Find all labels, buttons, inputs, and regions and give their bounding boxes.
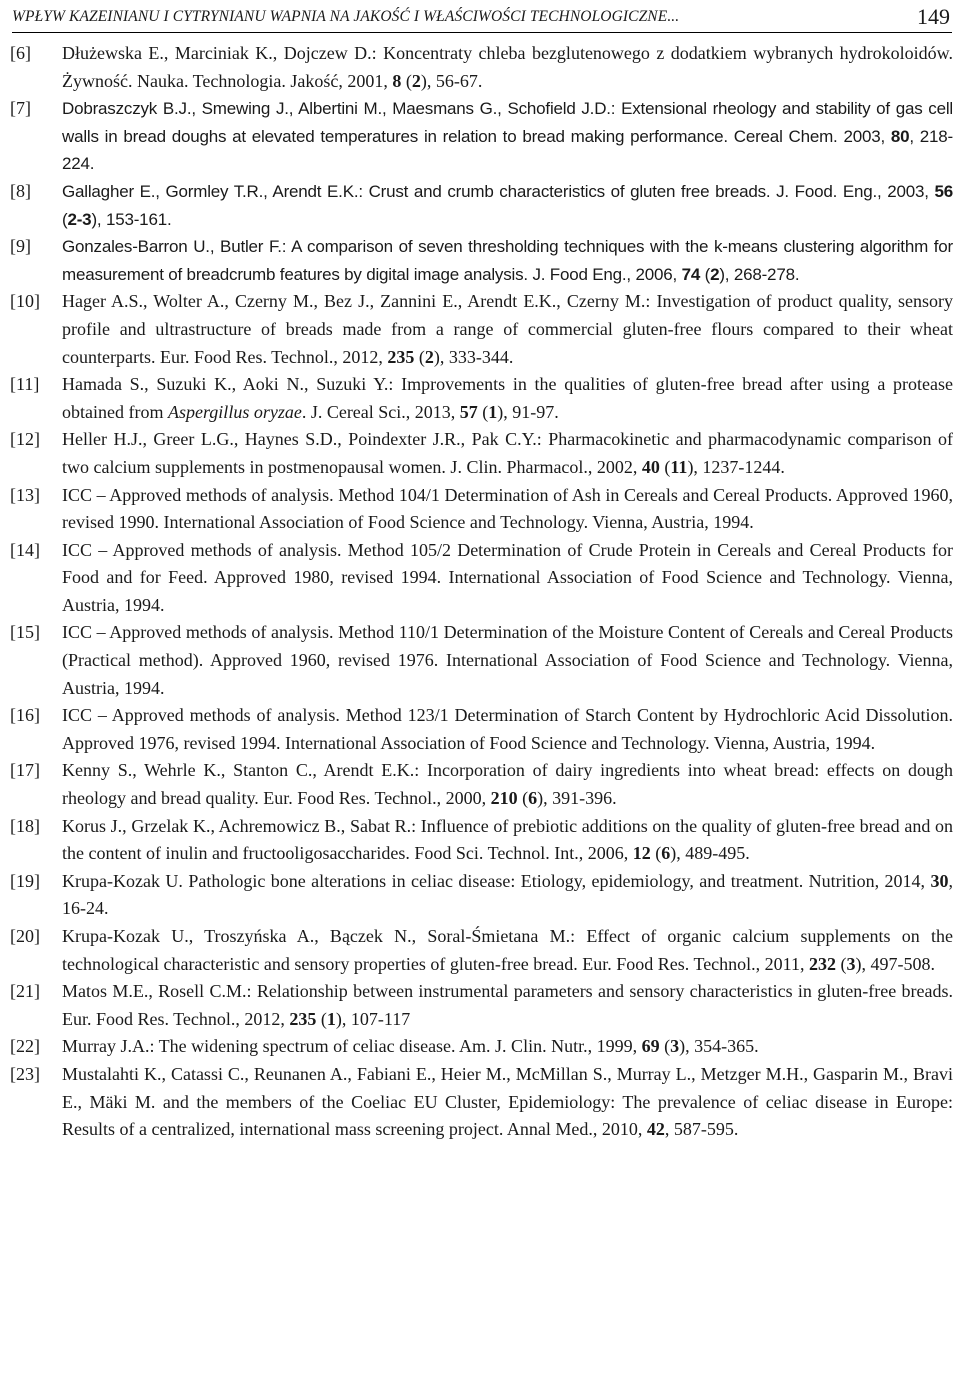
reference-volume: 2	[424, 346, 434, 367]
reference-item	[10, 978, 953, 1033]
reference-volume: 8	[392, 70, 402, 91]
reference-list	[10, 40, 953, 1144]
reference-item	[10, 288, 953, 371]
reference-segment: , 16-24.	[62, 870, 953, 919]
reference-volume: 2-3	[67, 209, 92, 229]
reference-volume: 6	[661, 843, 671, 864]
reference-number: [10]	[10, 291, 40, 312]
reference-segment: (	[650, 843, 662, 864]
reference-number: [13]	[10, 484, 40, 505]
reference-segment: Krupa-Kozak U., Troszyńska A., Bączek N., Soral-Śmietana M.: Effect of organic calcium supplements on the technological characteristic and sensory properties of gluten-free bread. Eur. Food Res. Technol., 2011,	[62, 926, 953, 974]
reference-volume: 210	[490, 788, 518, 809]
reference-item	[10, 868, 953, 923]
reference-segment: Hamada S., Suzuki K., Aoki N., Suzuki Y.: Improvements in the qualities of gluten-free bread after using a protease obtained from	[62, 374, 953, 422]
reference-text	[62, 923, 953, 978]
reference-volume: 69	[641, 1036, 660, 1057]
reference-volume: 232	[809, 953, 836, 974]
reference-text	[62, 288, 953, 371]
reference-segment: (	[700, 264, 711, 284]
reference-text	[62, 371, 953, 426]
reference-segment: ), 1237-1244.	[687, 456, 785, 477]
reference-segment: Murray J.A.: The widening spectrum of celiac disease. Am. J. Clin. Nutr., 1999,	[62, 1036, 642, 1057]
reference-segment: Dobraszczyk B.J., Smewing J., Albertini M., Maesmans G., Schofield J.D.: Extensional rheology and stability of gas cell walls in bread doughs at elevated temperatures in relation to bread making performance. Cereal Chem. 2003,	[62, 99, 953, 146]
reference-item	[10, 757, 953, 812]
reference-segment: ), 497-508.	[855, 953, 935, 974]
reference-segment: ICC – Approved methods of analysis. Method 110/1 Determination of the Moisture Content of Cereals and Cereal Products (Practical method). Approved 1960, revised 1976. International Association of Food Science and Technology. Vienna, Austria, 1994.	[62, 622, 953, 698]
reference-segment: ), 333-344.	[433, 346, 514, 367]
reference-number: [22]	[10, 1036, 40, 1057]
reference-number: [11]	[10, 374, 40, 395]
reference-item	[10, 371, 953, 426]
reference-item	[10, 95, 953, 178]
reference-text	[62, 426, 953, 481]
reference-volume: 1	[488, 401, 498, 422]
reference-item	[10, 1061, 953, 1144]
running-header	[12, 6, 952, 33]
reference-volume: 6	[528, 788, 538, 809]
reference-number: [9]	[10, 236, 31, 257]
reference-segment: (	[316, 1008, 327, 1029]
reference-segment: , 587-595.	[664, 1119, 739, 1140]
reference-volume: 235	[387, 346, 415, 367]
reference-text	[62, 482, 953, 537]
reference-text	[62, 702, 953, 757]
reference-number: [17]	[10, 760, 40, 781]
reference-segment: ), 107-117	[335, 1008, 411, 1029]
reference-segment: ), 268-278.	[719, 264, 800, 284]
reference-text	[62, 178, 953, 233]
reference-segment: ), 354-365.	[679, 1036, 759, 1057]
reference-segment: ), 391-396.	[537, 788, 617, 809]
reference-volume: 12	[632, 843, 651, 864]
reference-number: [12]	[10, 429, 40, 450]
reference-text	[62, 1033, 953, 1061]
reference-volume: 3	[846, 953, 856, 974]
reference-italic: Aspergillus oryzae	[167, 401, 302, 422]
reference-segment: (	[401, 70, 412, 91]
reference-item	[10, 426, 953, 481]
reference-segment: ICC – Approved methods of analysis. Method 123/1 Determination of Starch Content by Hydrochloric Acid Dissolution. Approved 1976, revised 1994. International Association of Food Science and Technology. Vienna, Austria, 1994.	[62, 705, 953, 753]
page-number: 149	[917, 4, 950, 29]
reference-segment: (	[836, 953, 847, 974]
reference-text	[62, 40, 953, 95]
reference-segment: ), 489-495.	[670, 843, 750, 864]
reference-volume: 80	[890, 126, 910, 146]
reference-segment: (	[477, 401, 489, 422]
reference-volume: 40	[641, 456, 660, 477]
reference-item	[10, 537, 953, 620]
reference-segment: Korus J., Grzelak K., Achremowicz B., Sabat R.: Influence of prebiotic additions on the quality of gluten-free bread and on the content of inulin and fructooligosaccharides. Food Sci. Technol. Int., 2006,	[62, 815, 953, 864]
reference-segment: . J. Cereal Sci., 2013,	[301, 401, 460, 422]
reference-segment: Heller H.J., Greer L.G., Haynes S.D., Poindexter J.R., Pak C.Y.: Pharmacokinetic and pharmacodynamic comparison of two calcium supplements in postmenopausal women. J. Clin. Pharmacol., 2002,	[62, 429, 953, 477]
reference-segment: Matos M.E., Rosell C.M.: Relationship between instrumental parameters and sensory characteristics in gluten-free breads. Eur. Food Res. Technol., 2012,	[62, 981, 953, 1029]
reference-item	[10, 1033, 953, 1061]
running-title: WPŁYW KAZEINIANU I CYTRYNIANU WAPNIA NA JAKOŚĆ I WŁAŚCIWOŚCI TECHNOLOGICZNE...	[12, 8, 680, 25]
reference-segment: (	[517, 788, 529, 809]
reference-number: [6]	[10, 43, 31, 63]
reference-text	[62, 757, 953, 812]
reference-segment: (	[659, 456, 671, 477]
reference-item	[10, 923, 953, 978]
reference-volume: 11	[670, 456, 688, 477]
reference-volume: 2	[710, 264, 720, 284]
reference-segment: ), 91-97.	[497, 401, 559, 422]
reference-item	[10, 702, 953, 757]
reference-text	[62, 619, 953, 702]
reference-item	[10, 40, 953, 95]
reference-volume: 56	[934, 181, 953, 201]
reference-segment: (	[414, 346, 425, 367]
reference-segment: Gonzales-Barron U., Butler F.: A comparison of seven thresholding techniques with the k-means clustering algorithm for measurement of breadcrumb features by digital image analysis. J. Food Eng., 2006,	[62, 237, 953, 284]
reference-volume: 1	[326, 1008, 336, 1029]
reference-segment: ICC – Approved methods of analysis. Method 105/2 Determination of Crude Protein in Cereals and Cereal Products for Food and for Feed. Approved 1980, revised 1994. International Association of Food Science and Technology. Vienna, Austria, 1994.	[62, 539, 953, 615]
reference-item	[10, 813, 953, 868]
reference-segment: Hager A.S., Wolter A., Czerny M., Bez J., Zannini E., Arendt E.K., Czerny M.: Investigation of product quality, sensory profile and ultrastructure of breads made from a range of commercial gluten-free flours compared to their wheat counterparts. Eur. Food Res. Technol., 2012,	[62, 291, 953, 367]
reference-volume: 3	[670, 1036, 680, 1057]
reference-text	[62, 868, 953, 923]
reference-number: [16]	[10, 705, 40, 726]
reference-segment: (	[659, 1036, 671, 1057]
reference-text	[62, 233, 953, 288]
reference-volume: 30	[930, 870, 949, 891]
reference-segment: ), 56-67.	[420, 70, 483, 91]
reference-segment: Kenny S., Wehrle K., Stanton C., Arendt E.K.: Incorporation of dairy ingredients into wheat bread: effects on dough rheology and bread quality. Eur. Food Res. Technol., 2000,	[62, 760, 953, 809]
reference-item	[10, 233, 953, 288]
reference-item	[10, 619, 953, 702]
reference-text	[62, 978, 953, 1033]
reference-text	[62, 813, 953, 868]
reference-segment: (	[62, 209, 68, 229]
reference-segment: ICC – Approved methods of analysis. Method 104/1 Determination of Ash in Cereals and Cereal Products. Approved 1960, revised 1990. International Association of Food Science and Technology. Vienna, Austria, 1994.	[62, 484, 953, 533]
reference-segment: Gallagher E., Gormley T.R., Arendt E.K.: Crust and crumb characteristics of gluten free breads. J. Food. Eng., 2003,	[62, 181, 935, 201]
reference-segment: , 218-224.	[62, 126, 953, 174]
reference-segment: Krupa-Kozak U. Pathologic bone alterations in celiac disease: Etiology, epidemiology, and treatment. Nutrition, 2014,	[62, 870, 931, 891]
reference-text	[62, 1061, 953, 1144]
reference-number: [18]	[10, 815, 40, 836]
reference-segment: Dłużewska E., Marciniak K., Dojczew D.: Koncentraty chleba bezglutenowego z dodatkiem wybranych hydrokoloidów. Żywność. Nauka. Technologia. Jakość, 2001,	[62, 43, 953, 91]
reference-volume: 235	[289, 1008, 317, 1029]
reference-number: [8]	[10, 180, 31, 201]
reference-item	[10, 178, 953, 233]
reference-number: [14]	[10, 539, 40, 560]
reference-number: [7]	[10, 98, 31, 119]
reference-volume: 2	[411, 70, 421, 91]
reference-number: [15]	[10, 622, 40, 643]
reference-volume: 74	[681, 264, 701, 284]
reference-number: [19]	[10, 870, 40, 891]
reference-segment: Mustalahti K., Catassi C., Reunanen A., Fabiani E., Heier M., McMillan S., Murray L., Metzger M.H., Gasparin M., Bravi E., Mäki M. and the members of the Coeliac EU Cluster, Epidemiology: The prevalence of celiac disease in Europe: Results of a centralized, international mass screening project. Annal Med., 2010,	[62, 1063, 953, 1140]
reference-volume: 42	[646, 1119, 665, 1140]
reference-segment: ), 153-161.	[91, 209, 172, 229]
reference-number: [21]	[10, 981, 40, 1002]
reference-text	[62, 95, 953, 178]
reference-volume: 57	[459, 401, 478, 422]
reference-number: [20]	[10, 926, 40, 946]
reference-item	[10, 482, 953, 537]
reference-text	[62, 537, 953, 620]
reference-number: [23]	[10, 1063, 40, 1084]
